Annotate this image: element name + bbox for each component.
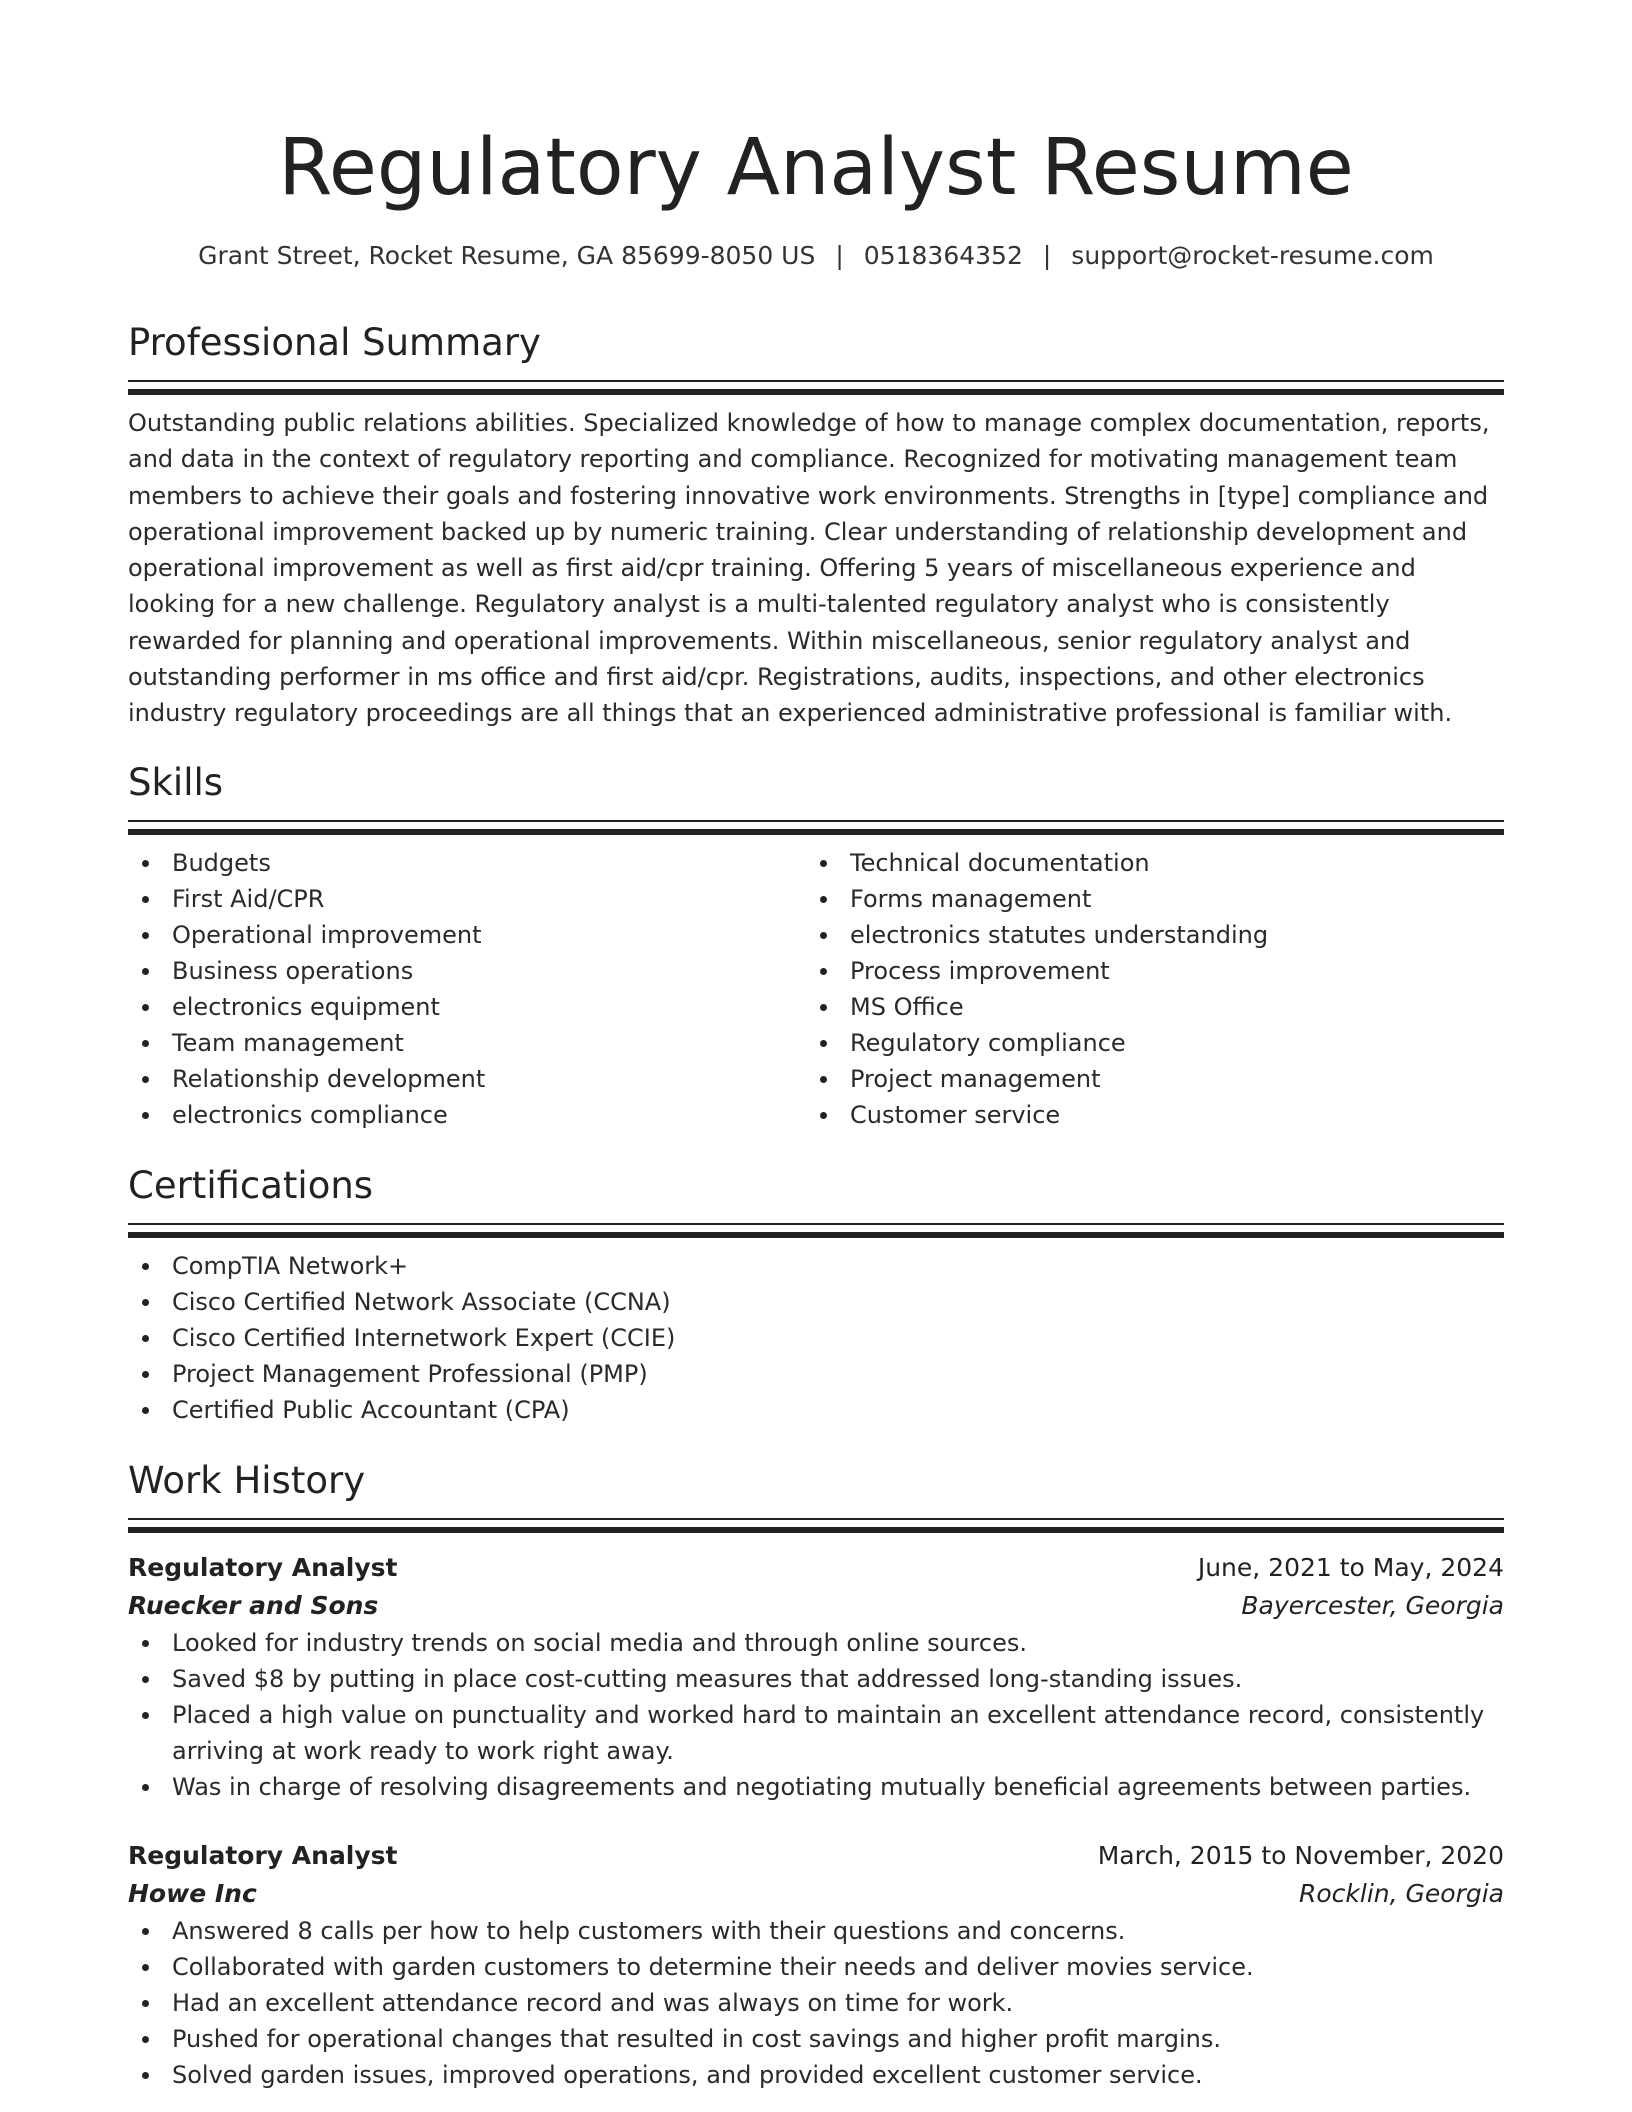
certification-item: Project Management Professional (PMP): [128, 1356, 1504, 1392]
contact-phone: 0518364352: [863, 241, 1023, 270]
job-bullet: Answered 8 calls per how to help customers with their questions and concerns.: [128, 1913, 1504, 1949]
contact-email: support@rocket-resume.com: [1071, 241, 1434, 270]
skill-item: Process improvement: [806, 953, 1484, 989]
certification-item: Certified Public Accountant (CPA): [128, 1392, 1504, 1428]
contact-separator: |: [835, 241, 844, 270]
job-bullet: Had an excellent attendance record and was always on time for work.: [128, 1985, 1504, 2021]
job-header-row: [128, 1549, 1504, 1587]
skills-grid: [128, 845, 1504, 1133]
skill-item: Regulatory compliance: [806, 1025, 1484, 1061]
skill-item: Customer service: [806, 1097, 1484, 1133]
job-dates: March, 2015 to November, 2020: [1097, 1841, 1504, 1870]
skill-item: electronics compliance: [128, 1097, 806, 1133]
job-bullet-list: [128, 1625, 1504, 1805]
skills-section: [128, 758, 1504, 1133]
job-bullet: Solved garden issues, improved operations, and provided excellent customer service.: [128, 2057, 1504, 2093]
resume-title: Regulatory Analyst Resume: [278, 123, 1354, 213]
job-dates: June, 2021 to May, 2024: [1197, 1553, 1504, 1582]
skill-item: Forms management: [806, 881, 1484, 917]
section-divider: [128, 380, 1504, 395]
job-subheader-row: [128, 1587, 1504, 1625]
skill-item: Budgets: [128, 845, 806, 881]
skill-item: Relationship development: [128, 1061, 806, 1097]
job-location: Rocklin, Georgia: [1299, 1879, 1504, 1908]
skill-item: Project management: [806, 1061, 1484, 1097]
section-heading: Professional Summary: [128, 321, 541, 364]
certifications-section: [128, 1161, 1504, 1428]
section-heading: Work History: [128, 1459, 366, 1502]
job-bullet: Collaborated with garden customers to determine their needs and deliver movies service.: [128, 1949, 1504, 1985]
job-company: Ruecker and Sons: [128, 1591, 379, 1620]
skill-item: electronics statutes understanding: [806, 917, 1484, 953]
skill-item: Operational improvement: [128, 917, 806, 953]
skills-left-list: [128, 845, 806, 1133]
summary-text: Outstanding public relations abilities. Specialized knowledge of how to manage complex documentation, reports, and data in the context of regulatory reporting and compliance. Recognized for motivating management team members to achieve their goals and fostering innovative work environments. Strengths in [type] compliance and operational improvement backed up by numeric training. Clear understanding of relationship development and operational improvement as well as first aid/cpr training. Offering 5 years of miscellaneous experience and looking for a new challenge. Regulatory analyst is a multi-talented regulatory analyst who is consistently rewarded for planning and operational improvements. Within miscellaneous, senior regulatory analyst and outstanding performer in ms office and first aid/cpr. Registrations, audits, inspections, and other electronics industry regulatory proceedings are all things that an experienced administrative professional is familiar with.: [128, 409, 1490, 728]
job-bullet: Pushed for operational changes that resulted in cost savings and higher profit margins.: [128, 2021, 1504, 2057]
job-title: Regulatory Analyst: [128, 1841, 398, 1870]
certification-item: Cisco Certified Network Associate (CCNA): [128, 1284, 1504, 1320]
job-subheader-row: [128, 1875, 1504, 1913]
job-location: Bayercester, Georgia: [1241, 1591, 1504, 1620]
job-bullet: Was in charge of resolving disagreements and negotiating mutually beneficial agreements between parties.: [128, 1769, 1504, 1805]
section-heading: Certifications: [128, 1164, 374, 1207]
summary-section: [128, 318, 1504, 732]
job-bullet: Placed a high value on punctuality and worked hard to maintain an excellent attendance record, consistently arriving at work ready to work right away.: [128, 1697, 1504, 1769]
contact-line: [128, 238, 1504, 274]
certification-item: CompTIA Network+: [128, 1248, 1504, 1284]
skill-item: electronics equipment: [128, 989, 806, 1025]
job-bullet: Saved $8 by putting in place cost-cutting measures that addressed long-standing issues.: [128, 1661, 1504, 1697]
job-bullet-list: [128, 1913, 1504, 2093]
skill-item: Technical documentation: [806, 845, 1484, 881]
job-title: Regulatory Analyst: [128, 1553, 398, 1582]
section-divider: [128, 1518, 1504, 1533]
section-divider: [128, 1223, 1504, 1238]
certification-item: Cisco Certified Internetwork Expert (CCIE): [128, 1320, 1504, 1356]
skills-right-list: [806, 845, 1484, 1133]
job-entry: [128, 1549, 1504, 1805]
section-heading: Skills: [128, 761, 224, 804]
job-entry: [128, 1837, 1504, 2093]
contact-separator: |: [1042, 241, 1052, 270]
skill-item: Team management: [128, 1025, 806, 1061]
skill-item: First Aid/CPR: [128, 881, 806, 917]
job-bullet: Looked for industry trends on social media and through online sources.: [128, 1625, 1504, 1661]
job-company: Howe Inc: [128, 1879, 257, 1908]
work-history-section: [128, 1456, 1504, 2093]
skill-item: MS Office: [806, 989, 1484, 1025]
job-header-row: [128, 1837, 1504, 1875]
skill-item: Business operations: [128, 953, 806, 989]
section-divider: [128, 820, 1504, 835]
certifications-list: [128, 1248, 1504, 1428]
contact-address: Grant Street, Rocket Resume, GA 85699-8050 US: [198, 241, 816, 270]
